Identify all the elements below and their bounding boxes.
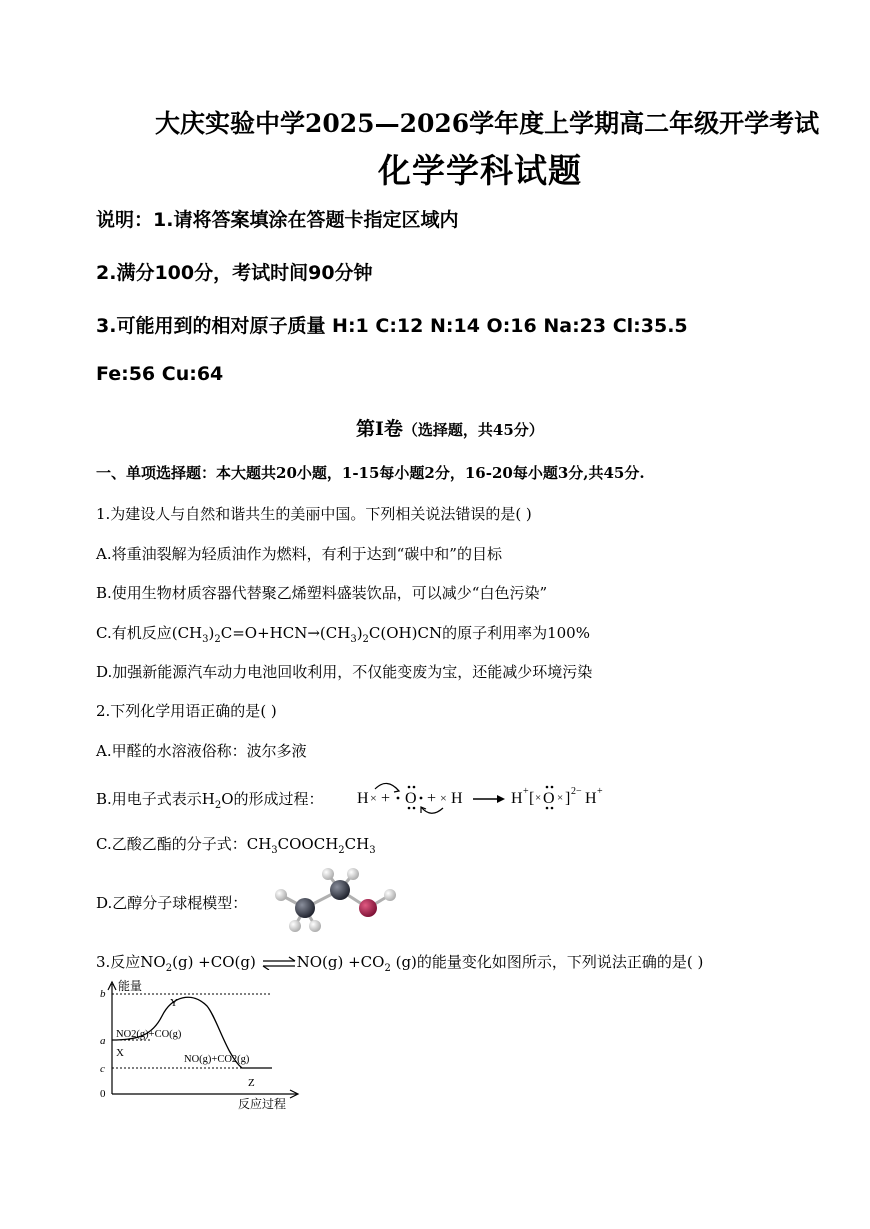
label-reactants: NO2(g)+CO(g): [116, 1029, 182, 1040]
q1c-sub-2: 2: [214, 634, 221, 645]
exam-title: 大庆实验中学2025—2026学年度上学期高二年级开学考试: [155, 109, 820, 138]
eq-bracket-close: ]: [565, 790, 571, 807]
question-1-option-c: [96, 622, 590, 645]
atom-h: [322, 868, 334, 880]
section-heading: 一、单项选择题：本大题共20小题，1-15每小题2分，16-20每小题3分,共45分.: [96, 464, 645, 482]
question-2-option-b: [96, 788, 324, 811]
subject-title: 化学学科试题: [378, 151, 582, 190]
q3-sub-2b: 2: [384, 963, 391, 974]
q2c-sub-3: 3: [271, 845, 278, 856]
svg-text:+: +: [597, 786, 603, 797]
q2c-sub-3b: 3: [369, 845, 376, 856]
eq-cross-1: ×: [370, 791, 377, 805]
eq-o: O: [405, 790, 417, 807]
label-z: Z: [248, 1077, 255, 1089]
svg-text:×: ×: [535, 792, 542, 804]
q2c-text-2: COOCH: [277, 835, 339, 853]
question-2-option-d: D.乙醇分子球棍模型：: [96, 894, 248, 912]
eq-h-right: H: [451, 790, 463, 807]
eq-plus-2: +: [427, 790, 437, 807]
part-heading: [356, 414, 544, 441]
label-y: Y: [170, 997, 178, 1009]
q1c-sub-3: 3: [202, 634, 209, 645]
y-axis-label: 能量: [118, 979, 143, 993]
q1c-text-2: ): [208, 624, 215, 642]
atom-h: [384, 889, 396, 901]
eq-plus-1: +: [381, 790, 391, 807]
atom-h: [289, 920, 301, 932]
note-line-3: 3.可能用到的相对原子质量 H:1 C:12 N:14 O:16 Na:23 Cl:35.5: [96, 315, 688, 337]
q1c-text-4: ): [356, 624, 363, 642]
q3-text-2: (g) +CO(g): [172, 953, 261, 971]
label-zero: 0: [100, 1088, 106, 1100]
q2c-text-1: C.乙酸乙酯的分子式：CH: [96, 835, 272, 853]
q1c-text-1: C.有机反应(CH: [96, 624, 203, 642]
label-products: NO(g)+CO2(g): [184, 1054, 250, 1065]
eq-h-plus-2: H: [585, 790, 597, 807]
part-title: 第Ⅰ卷: [356, 418, 403, 440]
atom-o: [359, 899, 377, 917]
question-1-stem: 1.为建设人与自然和谐共生的美丽中国。下列相关说法错误的是( ): [96, 505, 532, 523]
question-3-stem: [96, 951, 703, 974]
atom-h: [347, 868, 359, 880]
q2c-sub-2: 2: [338, 845, 345, 856]
x-axis-label: 反应过程: [238, 1097, 287, 1111]
energy-profile-diagram: [92, 976, 312, 1111]
question-1-option-b: B.使用生物材质容器代替聚乙烯塑料盛装饮品，可以减少“白色污染”: [96, 584, 548, 602]
label-b: b: [100, 988, 106, 1000]
q2b-text-2: O的形成过程：: [221, 790, 324, 808]
q3-text-3: NO(g) +CO: [296, 953, 385, 971]
eq-h-left: H: [357, 790, 369, 807]
label-a: a: [100, 1035, 106, 1047]
q1c-text-3: C=O+HCN→(CH: [220, 624, 351, 642]
part-subtitle: （选择题，共45分）: [402, 421, 544, 439]
q3-text-1: 3.反应NO: [96, 953, 166, 971]
note-line-1: 说明：1.请将答案填涂在答题卡指定区域内: [96, 209, 459, 231]
question-2-stem: 2.下列化学用语正确的是( ): [96, 702, 277, 720]
eq-dot: [397, 797, 400, 800]
svg-text:×: ×: [557, 792, 564, 804]
q1c-sub-2b: 2: [362, 634, 369, 645]
eq-cross-2: ×: [440, 791, 447, 805]
label-c: c: [100, 1063, 105, 1075]
svg-text:+: +: [523, 786, 529, 797]
q1c-sub-3b: 3: [350, 634, 357, 645]
question-2-option-a: A.甲醛的水溶液俗称：波尔多液: [96, 742, 307, 760]
q2c-text-3: CH: [344, 835, 370, 853]
question-1-option-d: D.加强新能源汽车动力电池回收利用，不仅能变废为宝，还能减少环境污染: [96, 663, 593, 681]
h2o-electron-formula: [355, 775, 625, 817]
label-x: X: [116, 1047, 124, 1059]
q3-sub-2: 2: [165, 963, 173, 974]
question-2-option-c: [96, 833, 376, 856]
eq-h-plus-1: H: [511, 790, 523, 807]
atom-h: [309, 920, 321, 932]
equilibrium-arrow-icon: [261, 956, 297, 970]
atom-c: [330, 880, 350, 900]
atom-c: [295, 898, 315, 918]
eq-bracket-open: [: [529, 790, 535, 807]
q3-text-4: (g)的能量变化如图所示，下列说法正确的是( ): [390, 953, 704, 971]
q2b-sub-2: 2: [214, 800, 222, 811]
svg-text:O: O: [543, 790, 555, 807]
svg-text:2−: 2−: [571, 786, 582, 797]
question-1-option-a: A.将重油裂解为轻质油作为燃料，有利于达到“碳中和”的目标: [96, 545, 502, 563]
note-line-2: 2.满分100分，考试时间90分钟: [96, 262, 373, 284]
ethanol-ball-stick-model: [268, 868, 408, 938]
atom-h: [275, 889, 287, 901]
note-line-4: Fe:56 Cu:64: [96, 363, 224, 385]
q2b-text-1: B.用电子式表示H: [96, 790, 215, 808]
q1c-text-5: C(OH)CN的原子利用率为100%: [368, 624, 590, 642]
